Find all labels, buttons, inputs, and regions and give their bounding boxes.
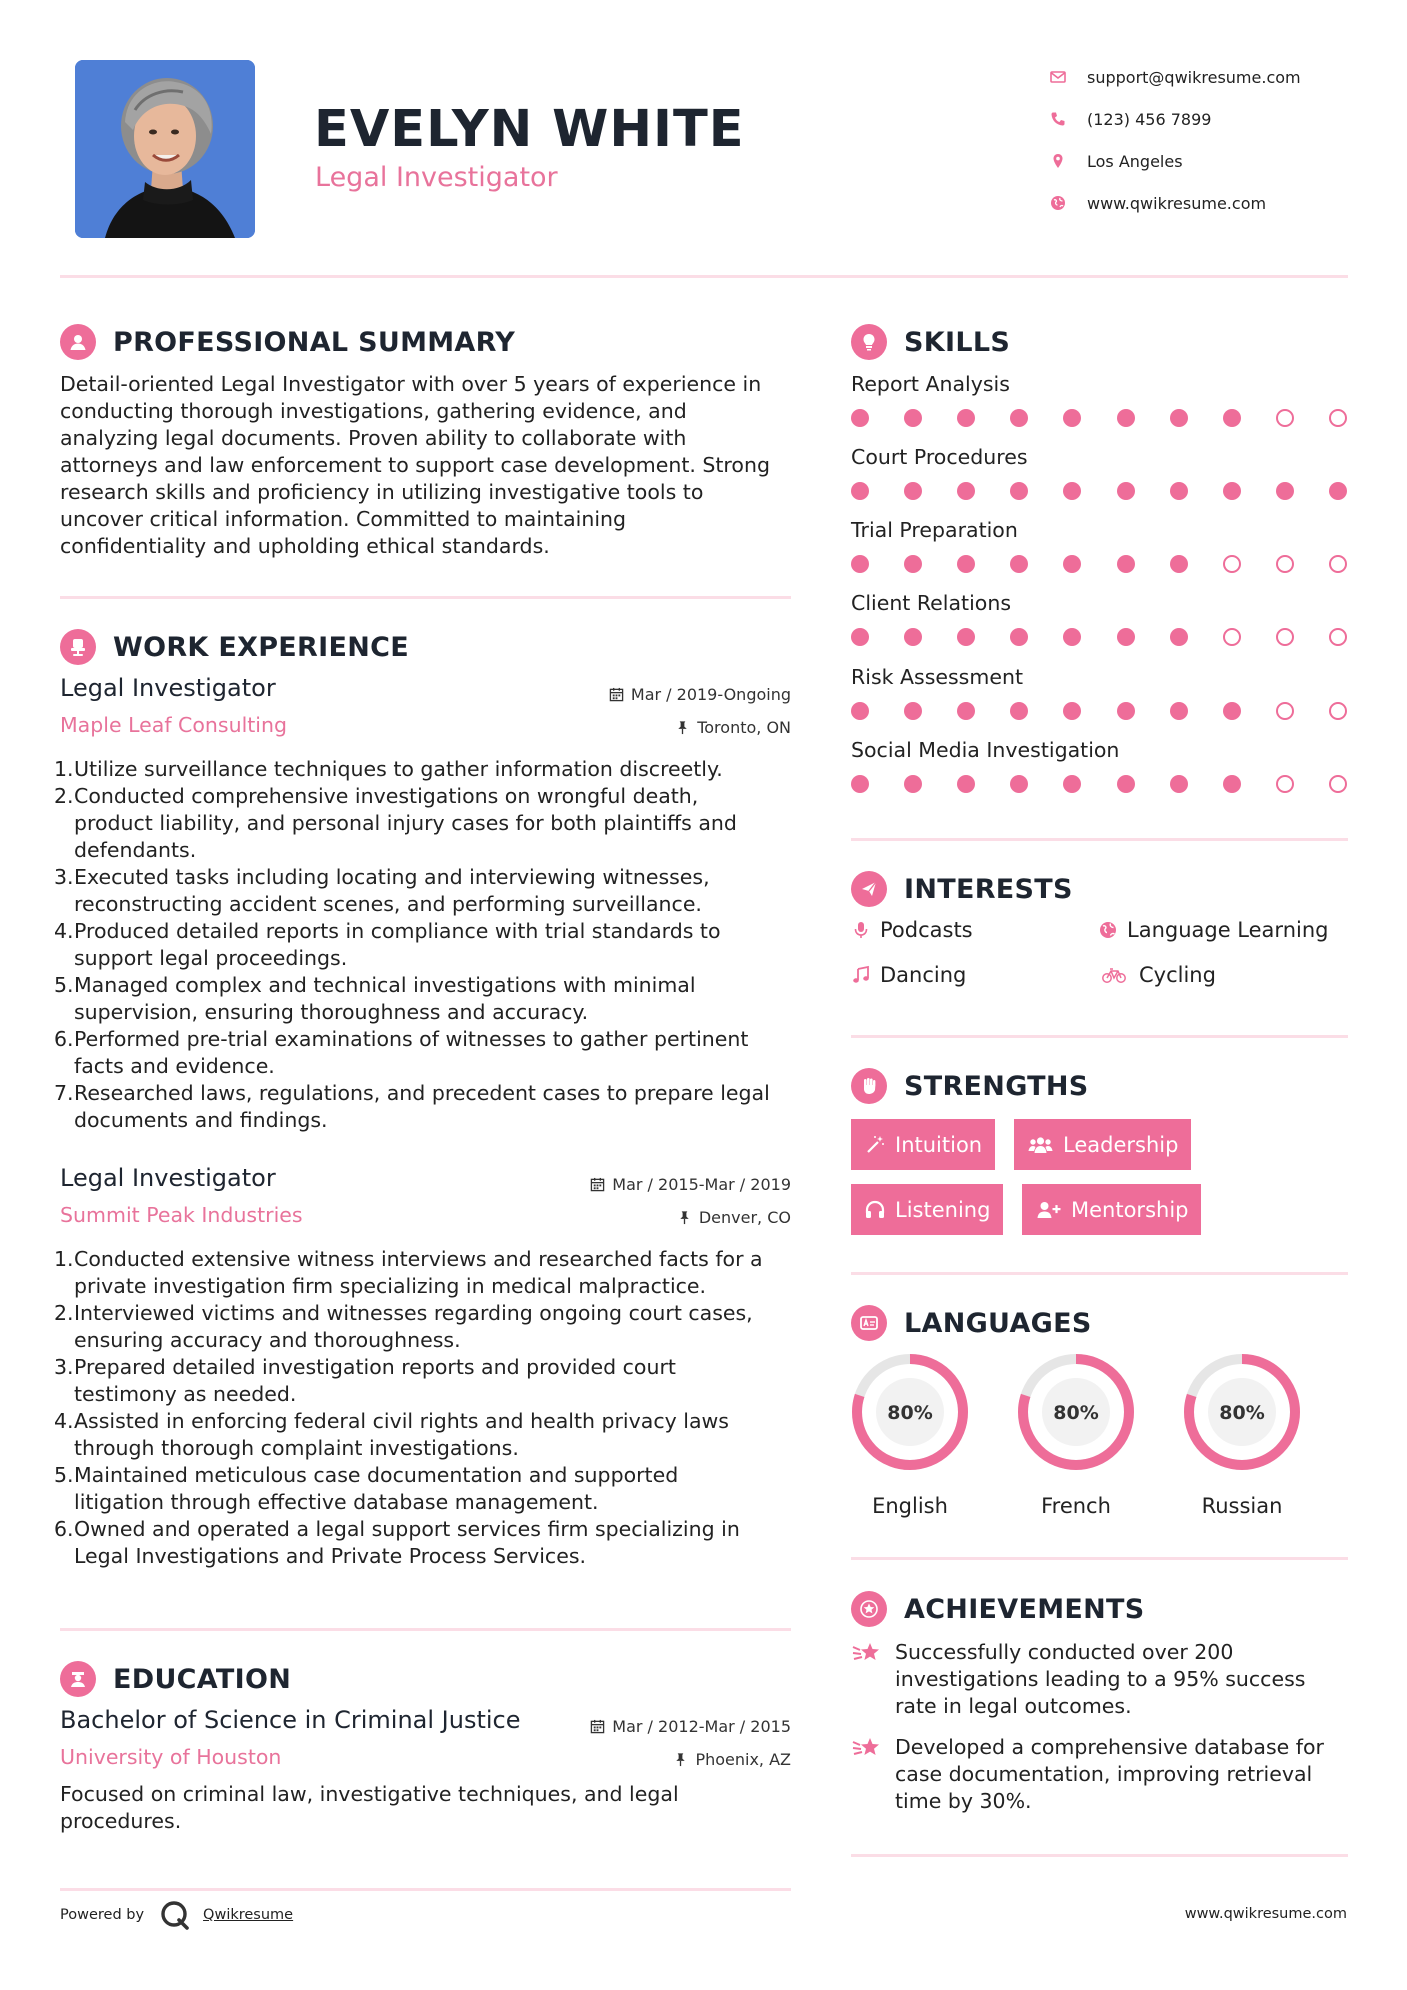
- job-duties-list: [54, 1246, 800, 1570]
- pushpin-icon: [675, 720, 690, 735]
- list-item: 3. Prepared detailed investigation reports and provided court testimony as needed.: [54, 1355, 676, 1406]
- headphones-icon: [864, 1199, 886, 1221]
- skill-dot-filled: [957, 409, 975, 427]
- education-location: [673, 1750, 791, 1769]
- skill-dot-filled: [957, 775, 975, 793]
- degree-name: Bachelor of Science in Criminal Justice: [60, 1706, 521, 1734]
- interest-item: [1098, 963, 1216, 987]
- skill-dot-empty: [1223, 555, 1241, 573]
- skill-dot-filled: [1010, 702, 1028, 720]
- skill-dot-empty: [1329, 409, 1347, 427]
- skill-dot-filled: [957, 628, 975, 646]
- language-ring-chart: [849, 1351, 971, 1473]
- user-plus-icon: [1035, 1199, 1062, 1221]
- contact-location-text: Los Angeles: [1087, 151, 1183, 171]
- language-ring-chart: [1181, 1351, 1303, 1473]
- skill-name: Risk Assessment: [851, 665, 1023, 689]
- skill-dot-filled: [1223, 775, 1241, 793]
- list-item: 1. Utilize surveillance techniques to gather information discreetly.: [54, 757, 723, 781]
- skill-dot-filled: [1223, 409, 1241, 427]
- summary-line: Detail-oriented Legal Investigator with over 5 years of experience in: [60, 372, 762, 396]
- skill-dot-filled: [1223, 702, 1241, 720]
- skill-dot-filled: [1063, 628, 1081, 646]
- skill-dot-filled: [904, 702, 922, 720]
- contact-website-text: www.qwikresume.com: [1087, 193, 1267, 213]
- map-pin-icon: [1050, 153, 1087, 169]
- skill-dot-filled: [1063, 555, 1081, 573]
- experience-title: WORK EXPERIENCE: [113, 631, 409, 663]
- star-badge-icon: [851, 1591, 887, 1627]
- group-icon: [1027, 1134, 1054, 1156]
- section-divider: [851, 1035, 1348, 1038]
- job-title: Legal Investigator: [60, 674, 276, 702]
- skill-dot-filled: [1170, 628, 1188, 646]
- job-location: [675, 718, 791, 737]
- calendar-icon: [590, 1719, 605, 1734]
- list-item: 5. Maintained meticulous case documentation and supported litigation through effective database management.: [54, 1463, 679, 1514]
- skill-dot-filled: [1063, 775, 1081, 793]
- profile-photo: [75, 60, 255, 238]
- list-item: 5. Managed complex and technical investigations with minimal supervision, ensuring thoroughness and accuracy.: [54, 973, 696, 1024]
- skill-rating: [851, 409, 1347, 427]
- skill-dot-filled: [1276, 482, 1294, 500]
- job-date-text: Mar / 2019-Ongoing: [630, 685, 791, 704]
- briefcase-chair-icon: [60, 629, 96, 665]
- skill-dot-filled: [1063, 409, 1081, 427]
- magic-wand-icon: [864, 1134, 886, 1156]
- education-heading: [60, 1661, 291, 1697]
- skill-dot-filled: [851, 482, 869, 500]
- language-percent: 80%: [887, 1402, 933, 1424]
- contact-email-text: support@qwikresume.com: [1087, 67, 1301, 87]
- skill-dot-filled: [1117, 702, 1135, 720]
- skill-dot-filled: [1117, 409, 1135, 427]
- language-card-icon: [851, 1305, 887, 1341]
- languages-title: LANGUAGES: [904, 1307, 1092, 1339]
- summary-line: analyzing legal documents. Proven ability to collaborate with: [60, 426, 687, 450]
- list-item: 6. Owned and operated a legal support services firm specializing in Legal Investigations and Private Process Services.: [54, 1517, 740, 1568]
- achievement-line: Developed a comprehensive database for: [895, 1735, 1324, 1759]
- music-note-icon: [851, 965, 871, 985]
- job-entry: [54, 674, 791, 1134]
- phone-icon: [1050, 111, 1087, 127]
- language-percent: 80%: [1053, 1402, 1099, 1424]
- job-title: Legal Investigator: [60, 1164, 276, 1192]
- brand-link[interactable]: Qwikresume: [203, 1907, 294, 1923]
- skill-dot-filled: [1063, 702, 1081, 720]
- achievement-line: investigations leading to a 95% success: [895, 1667, 1306, 1691]
- list-item: 3. Executed tasks including locating and interviewing witnesses, reconstructing accident scenes, and performing surveillance.: [54, 865, 710, 916]
- interest-label: Language Learning: [1127, 918, 1329, 942]
- achievement-item: [851, 1734, 1348, 1815]
- powered-by-text: Powered by: [60, 1907, 145, 1923]
- skill-dot-filled: [1010, 482, 1028, 500]
- skill-dot-filled: [851, 702, 869, 720]
- list-item: 2. Interviewed victims and witnesses regarding ongoing court cases, ensuring accuracy and thoroughness.: [54, 1301, 753, 1352]
- education-location-text: Phoenix, AZ: [695, 1750, 791, 1769]
- job-location-text: Denver, CO: [698, 1208, 791, 1227]
- globe-icon: [1098, 920, 1118, 940]
- skill-dot-filled: [1170, 555, 1188, 573]
- experience-heading: [60, 629, 409, 665]
- language-item: [845, 1351, 975, 1518]
- skill-dot-filled: [851, 409, 869, 427]
- education-description: [60, 1781, 791, 1835]
- contact-location: [1050, 140, 1380, 182]
- strengths-heading: [851, 1068, 1089, 1104]
- achievement-line: case documentation, improving retrieval: [895, 1762, 1313, 1786]
- skill-dot-filled: [851, 555, 869, 573]
- languages-heading: [851, 1305, 1092, 1341]
- section-divider: [851, 1272, 1348, 1275]
- list-item: 4. Assisted in enforcing federal civil rights and health privacy laws through thorough complaint investigations.: [54, 1409, 729, 1460]
- achievement-line: time by 30%.: [895, 1789, 1032, 1813]
- language-name: Russian: [1201, 1494, 1283, 1518]
- achievement-line: Successfully conducted over 200: [895, 1640, 1234, 1664]
- skill-dot-empty: [1329, 702, 1347, 720]
- envelope-icon: [1050, 69, 1087, 85]
- strength-tag: [1014, 1119, 1191, 1170]
- skills-heading: [851, 324, 1010, 360]
- section-divider: [60, 1888, 791, 1891]
- summary-line: conducting thorough investigations, gathering evidence, and: [60, 399, 687, 423]
- shooting-star-icon: [851, 1734, 883, 1764]
- achievement-line: rate in legal outcomes.: [895, 1694, 1132, 1718]
- calendar-icon: [609, 687, 624, 702]
- skill-dot-filled: [1117, 482, 1135, 500]
- summary-line: attorneys and law enforcement to support case development. Strong: [60, 453, 770, 477]
- skill-name: Client Relations: [851, 591, 1012, 615]
- footer-powered-by: [60, 1898, 293, 1932]
- strength-tag: [851, 1119, 995, 1170]
- skill-dot-filled: [957, 555, 975, 573]
- header-divider: [60, 275, 1348, 278]
- achievements-title: ACHIEVEMENTS: [904, 1593, 1145, 1625]
- shooting-star-icon: [851, 1639, 883, 1669]
- skill-dot-filled: [1010, 775, 1028, 793]
- skill-dot-empty: [1276, 555, 1294, 573]
- strength-tag: [1022, 1184, 1201, 1235]
- education-line: Focused on criminal law, investigative techniques, and legal: [60, 1782, 679, 1806]
- portrait-image: [75, 60, 255, 238]
- education-date: [590, 1717, 791, 1736]
- summary-title: PROFESSIONAL SUMMARY: [113, 326, 516, 358]
- skill-dot-filled: [1170, 482, 1188, 500]
- skill-dot-filled: [904, 482, 922, 500]
- skill-dot-empty: [1223, 628, 1241, 646]
- skill-dot-empty: [1276, 775, 1294, 793]
- list-item: 1. Conducted extensive witness interviews and researched facts for a private investigation firm specializing in medical malpractice.: [54, 1247, 763, 1298]
- pushpin-icon: [673, 1752, 688, 1767]
- skill-rating: [851, 555, 1347, 573]
- job-location-text: Toronto, ON: [697, 718, 791, 737]
- school-name: University of Houston: [60, 1745, 282, 1769]
- section-divider: [60, 1628, 791, 1631]
- calendar-icon: [590, 1177, 605, 1192]
- interest-label: Podcasts: [880, 918, 973, 942]
- summary-heading: [60, 324, 515, 360]
- skill-dot-filled: [1010, 409, 1028, 427]
- strengths-title: STRENGTHS: [904, 1070, 1089, 1102]
- skill-dot-filled: [1010, 555, 1028, 573]
- section-divider: [851, 1557, 1348, 1560]
- skill-dot-filled: [904, 555, 922, 573]
- achievement-item: [851, 1639, 1348, 1720]
- skill-dot-empty: [1329, 555, 1347, 573]
- education-entry: [60, 1706, 791, 1846]
- skill-dot-filled: [957, 702, 975, 720]
- job-entry: [54, 1164, 791, 1584]
- candidate-title: Legal Investigator: [315, 162, 558, 193]
- job-duties-list: [54, 756, 800, 1134]
- skill-name: Social Media Investigation: [851, 738, 1120, 762]
- summary-line: confidentiality and upholding ethical standards.: [60, 534, 550, 558]
- interest-label: Cycling: [1139, 963, 1216, 987]
- raised-fist-icon: [851, 1068, 887, 1104]
- section-divider: [60, 596, 791, 599]
- contact-email[interactable]: [1050, 56, 1380, 98]
- skill-dot-empty: [1276, 702, 1294, 720]
- education-title: EDUCATION: [113, 1663, 292, 1695]
- skill-dot-filled: [1329, 482, 1347, 500]
- skill-dot-filled: [1117, 628, 1135, 646]
- job-date: [609, 685, 791, 704]
- qwikresume-logo-icon: [158, 1898, 192, 1932]
- list-item: 4. Produced detailed reports in compliance with trial standards to support legal proceedings.: [54, 919, 721, 970]
- skill-dot-empty: [1276, 628, 1294, 646]
- skill-dot-empty: [1329, 775, 1347, 793]
- skill-dot-filled: [1117, 775, 1135, 793]
- achievements-heading: [851, 1591, 1145, 1627]
- language-percent: 80%: [1219, 1402, 1265, 1424]
- interests-title: INTERESTS: [904, 873, 1073, 905]
- skill-rating: [851, 702, 1347, 720]
- microphone-icon: [851, 920, 871, 940]
- section-divider: [851, 1854, 1348, 1857]
- strength-label: Leadership: [1063, 1132, 1179, 1157]
- interest-item: [851, 918, 973, 942]
- skill-dot-empty: [1276, 409, 1294, 427]
- list-item: 7. Researched laws, regulations, and precedent cases to prepare legal documents and findings.: [54, 1081, 770, 1132]
- skills-title: SKILLS: [904, 326, 1011, 358]
- strength-tag: [851, 1184, 1003, 1235]
- skill-name: Report Analysis: [851, 372, 1010, 396]
- company-name: Summit Peak Industries: [60, 1203, 303, 1227]
- graduate-icon: [60, 1661, 96, 1697]
- skill-dot-filled: [1170, 702, 1188, 720]
- education-line: procedures.: [60, 1809, 182, 1833]
- skill-dot-filled: [1117, 555, 1135, 573]
- skill-rating: [851, 775, 1347, 793]
- user-icon: [60, 324, 96, 360]
- skill-dot-filled: [1223, 482, 1241, 500]
- contact-phone-text: (123) 456 7899: [1087, 109, 1212, 129]
- skill-dot-filled: [851, 628, 869, 646]
- interests-heading: [851, 871, 1073, 907]
- language-name: French: [1041, 1494, 1111, 1518]
- language-ring-chart: [1015, 1351, 1137, 1473]
- skill-dot-filled: [1010, 628, 1028, 646]
- paper-plane-icon: [851, 871, 887, 907]
- skill-dot-filled: [1170, 775, 1188, 793]
- job-date: [590, 1175, 791, 1194]
- language-name: English: [872, 1494, 948, 1518]
- strength-label: Intuition: [895, 1132, 983, 1157]
- company-name: Maple Leaf Consulting: [60, 713, 288, 737]
- skill-dot-filled: [904, 775, 922, 793]
- globe-icon: [1050, 195, 1087, 211]
- language-item: [1177, 1351, 1307, 1518]
- pushpin-icon: [677, 1210, 692, 1225]
- skill-dot-filled: [957, 482, 975, 500]
- candidate-name: EVELYN WHITE: [314, 100, 745, 159]
- summary-line: research skills and proficiency in utilizing investigative tools to: [60, 480, 704, 504]
- interest-item: [1098, 918, 1328, 942]
- skill-dot-filled: [904, 628, 922, 646]
- interest-item: [851, 963, 966, 987]
- contact-website[interactable]: [1050, 182, 1380, 224]
- summary-text: [60, 371, 800, 560]
- education-date-text: Mar / 2012-Mar / 2015: [612, 1717, 791, 1736]
- skill-rating: [851, 628, 1347, 646]
- footer-url[interactable]: www.qwikresume.com: [1184, 1906, 1347, 1922]
- strength-label: Listening: [895, 1197, 991, 1222]
- job-location: [677, 1208, 791, 1227]
- skill-rating: [851, 482, 1347, 500]
- bicycle-icon: [1098, 965, 1130, 985]
- contact-list: [1050, 56, 1380, 224]
- job-date-text: Mar / 2015-Mar / 2019: [612, 1175, 791, 1194]
- skill-dot-filled: [1170, 409, 1188, 427]
- strength-label: Mentorship: [1071, 1197, 1189, 1222]
- skill-dot-filled: [851, 775, 869, 793]
- skill-dot-filled: [904, 409, 922, 427]
- skill-name: Trial Preparation: [851, 518, 1018, 542]
- contact-phone[interactable]: [1050, 98, 1380, 140]
- lightbulb-icon: [851, 324, 887, 360]
- skill-dot-filled: [1063, 482, 1081, 500]
- skill-dot-empty: [1329, 628, 1347, 646]
- language-item: [1011, 1351, 1141, 1518]
- list-item: 2. Conducted comprehensive investigations on wrongful death, product liability, and personal injury cases for both plaintiffs and defendants.: [54, 784, 737, 862]
- skill-name: Court Procedures: [851, 445, 1028, 469]
- summary-line: uncover critical information. Committed to maintaining: [60, 507, 627, 531]
- interest-label: Dancing: [880, 963, 967, 987]
- section-divider: [851, 838, 1348, 841]
- list-item: 6. Performed pre-trial examinations of witnesses to gather pertinent facts and evidence.: [54, 1027, 749, 1078]
